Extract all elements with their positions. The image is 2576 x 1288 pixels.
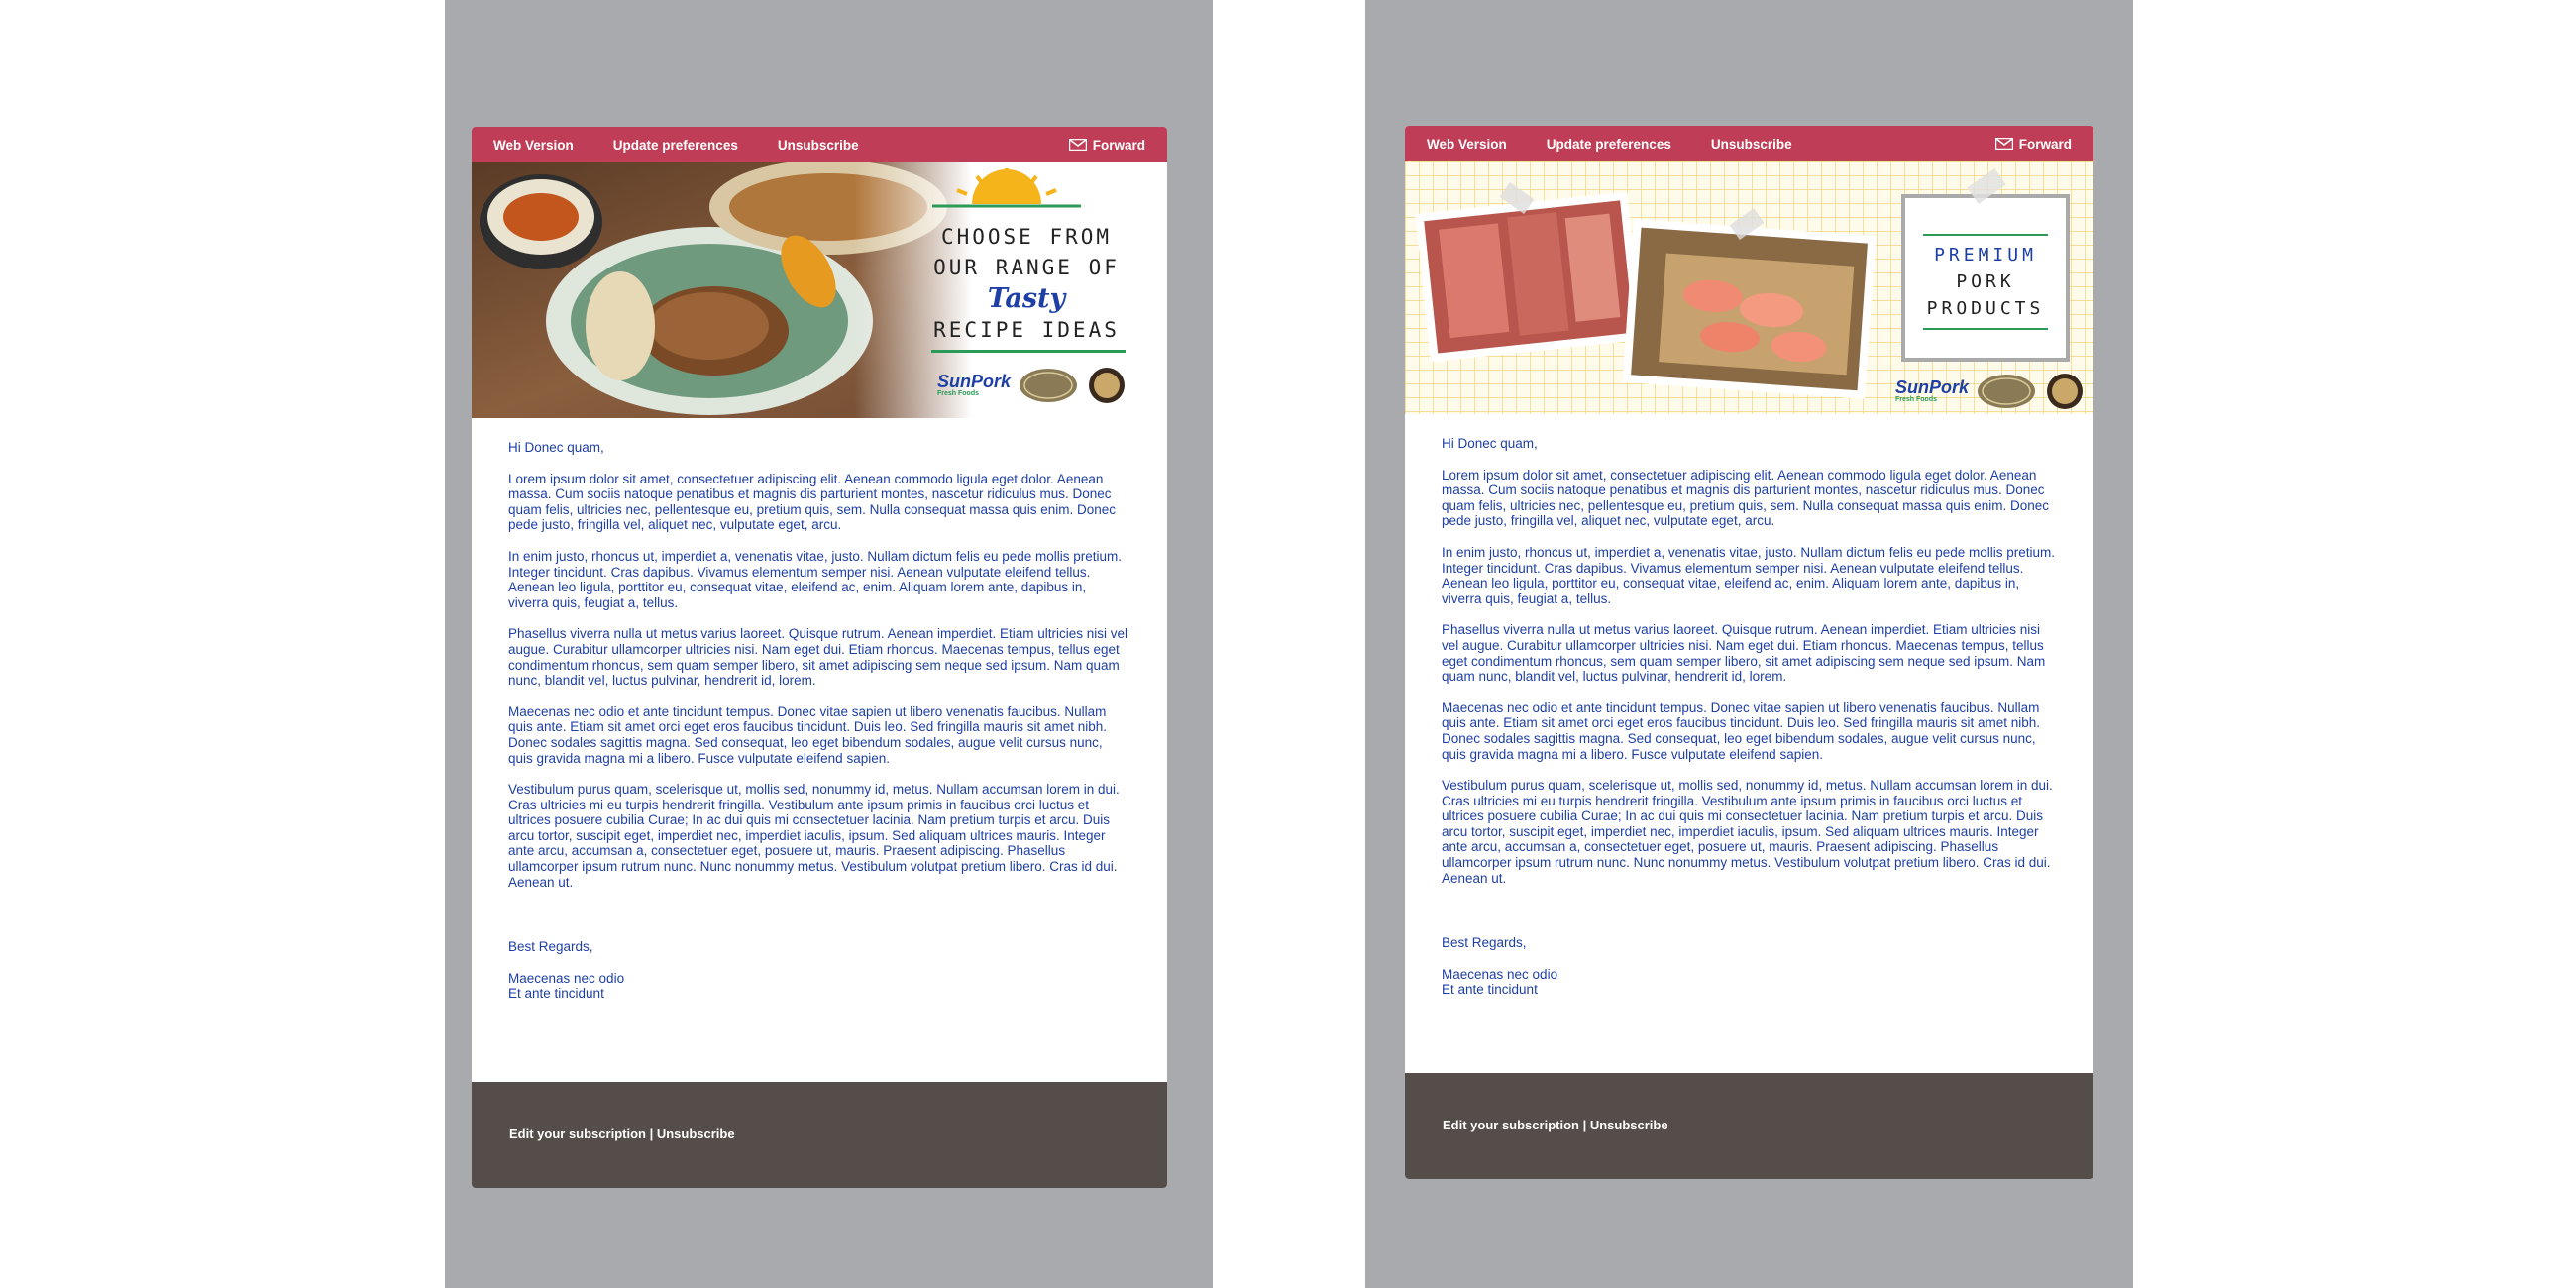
forward-link[interactable] [1069,138,1145,153]
forward-label: Forward [2018,136,2072,152]
email-preview-pork [1365,0,2133,1288]
signature-line-2: Et ante tincidunt [1442,982,1538,998]
update-preferences-link[interactable]: Update preferences [612,137,738,153]
hero-banner-recipes [472,162,1167,418]
edit-subscription-link[interactable]: Edit your subscription [1443,1118,1579,1132]
paragraph: Maecenas nec odio et ante tincidunt tempus. Donec vitae sapien ut libero venenatis faucibus. Nullam quis ante. Etiam sit amet orci eget eros faucibus tincidunt. Duis leo. Sed fringilla mauris sit amet nibh. Donec sodales sagittis magna. Sed consequat, leo eget bibendum sodales, augue velit cursus nunc, quis gravida magna mi a libero. Fusce vulputate eleifend sapien. [508,703,1108,766]
email-footer [1405,1073,2093,1179]
greeting: Hi Donec quam, [508,440,604,455]
email-footer [472,1082,1167,1188]
unsubscribe-link[interactable]: Unsubscribe [777,137,859,153]
hero-banner-pork [1405,161,2093,414]
footer-unsubscribe-link[interactable]: Unsubscribe [1589,1118,1668,1132]
brand-logos [1895,372,2086,411]
paragraph: Lorem ipsum dolor sit amet, consectetuer adipiscing elit. Aenean commodo ligula eget dolor. Aenean massa. Cum sociis natoque penatibus et magnis dis parturient montes, nascetur ridiculus mus. Donec quam felis, ultricies nec, pellentesque eu, pretium quis, sem. Nulla consequat massa quis enim. Donec pede justo, fringilla vel, aliquet nec, vulputate eget, arcu. [508,471,1117,533]
email-topbar [472,127,1167,162]
envelope-icon [1069,139,1087,151]
brand-logos [937,366,1127,405]
web-version-link[interactable]: Web Version [493,137,574,153]
hero-divider [931,350,1126,353]
hero-line-3: PRODUCTS [1926,298,2045,319]
paragraph: Lorem ipsum dolor sit amet, consectetuer adipiscing elit. Aenean commodo ligula eget dolor. Aenean massa. Cum sociis natoque penatibus et magnis dis parturient montes, nascetur ridiculus mus. Donec quam felis, ultricies nec, pellentesque eu, pretium quis, sem. Nulla consequat massa quis enim. Donec pede justo, fringilla vel, aliquet nec, vulputate eget, arcu. [1442,467,2050,529]
sunpork-logo: SunPork Fresh Foods [937,372,1012,397]
hero-line-2: OUR RANGE OF [933,256,1120,279]
email-topbar [1405,126,2093,161]
hero-line-1: PREMIUM [1934,245,2037,266]
greeting: Hi Donec quam, [1442,436,1538,451]
hero-line-1: CHOOSE FROM [940,225,1113,249]
paragraph: Phasellus viverra nulla ut metus varius laoreet. Quisque rutrum. Aenean imperdiet. Etiam ultricies nisi vel augue. Curabitur ullamcorper ultricies nisi. Nam eget dui. Etiam rhoncus. Maecenas tempus, tellus eget condimentum rhoncus, sem quam semper libero, sit amet adipiscing sem neque sed ipsum. Nam quam nunc, blandit vel, luctus pulvinar, hendrerit id, lorem. [508,626,1128,689]
signoff: Best Regards, [1442,935,1527,951]
email-preview-recipes [445,0,1213,1288]
hero-line-4: RECIPE IDEAS [933,318,1120,342]
email-card [1405,126,2093,1179]
hero-script-word: Tasty [987,283,1066,314]
signature-line-2: Et ante tincidunt [508,986,604,1002]
award-seal-icon [1977,374,2036,409]
email-body [472,418,1167,1002]
sun-icon [927,168,1086,208]
hero-headline [927,222,1126,353]
forward-label: Forward [1092,137,1145,153]
hero-line-2: PORK [1956,271,2015,292]
award-seal-icon [1019,368,1078,403]
signature-line-1: Maecenas nec odio [508,970,625,986]
signature-line-1: Maecenas nec odio [1442,966,1558,982]
quality-badge-icon [1086,366,1127,405]
sunpork-logo: SunPork Fresh Foods [1895,377,1970,403]
footer-separator: | [645,1127,657,1141]
update-preferences-link[interactable]: Update preferences [1546,136,1671,152]
footer-separator: | [1578,1118,1590,1132]
email-card [472,127,1167,1188]
footer-unsubscribe-link[interactable]: Unsubscribe [656,1127,735,1141]
envelope-icon [1995,138,2013,150]
email-body [1405,414,2093,998]
quality-badge-icon [2044,372,2086,411]
web-version-link[interactable]: Web Version [1427,136,1507,152]
hero-divider-top [1923,234,2048,236]
signoff: Best Regards, [508,939,593,955]
hero-headline [1905,234,2066,330]
paragraph: In enim justo, rhoncus ut, imperdiet a, venenatis vitae, justo. Nullam dictum felis eu pede mollis pretium. Integer tincidunt. Cras dapibus. Vivamus elementum semper nisi. Aenean vulputate eleifend tellus. Aenean leo ligula, porttitor eu, consequat vitae, eleifend ac, enim. Aliquam lorem ante, dapibus in, viverra quis, feugiat a, tellus. [508,548,1123,610]
paragraph: Vestibulum purus quam, scelerisque ut, mollis sed, nonummy id, metus. Nullam accumsan lorem in dui. Cras ultricies mi eu turpis hendrerit fringilla. Vestibulum ante ipsum primis in faucibus orci luctus et ultrices posuere cubilia Curae; In ac dui quis mi consectetuer lacinia. Nam pretium turpis et arcu. Duis arcu tortor, suscipit eget, imperdiet nec, imperdiet iaculis, ipsum. Sed aliquam ultrices mauris. Integer ante arcu, accumsan a, consectetuer eget, posuere ut, mauris. Praesent adipiscing. Phasellus ullamcorper ipsum rutrum nunc. Nunc nonummy metus. Vestibulum volutpat pretium libero. Cras id dui. Aenean ut. [508,782,1120,890]
unsubscribe-link[interactable]: Unsubscribe [1710,136,1792,152]
edit-subscription-link[interactable]: Edit your subscription [509,1127,646,1141]
paragraph: Vestibulum purus quam, scelerisque ut, mollis sed, nonummy id, metus. Nullam accumsan lorem in dui. Cras ultricies mi eu turpis hendrerit fringilla. Vestibulum ante ipsum primis in faucibus orci luctus et ultrices posuere cubilia Curae; In ac dui quis mi consectetuer lacinia. Nam pretium turpis et arcu. Duis arcu tortor, suscipit eget, imperdiet nec, imperdiet iaculis, ipsum. Sed aliquam ultrices mauris. Integer ante arcu, accumsan a, consectetuer eget, posuere ut, mauris. Praesent adipiscing. Phasellus ullamcorper ipsum rutrum nunc. Nunc nonummy metus. Vestibulum volutpat pretium libero. Cras id dui. Aenean ut. [1442,778,2053,886]
hero-divider-bottom [1923,328,2048,330]
paragraph: Maecenas nec odio et ante tincidunt tempus. Donec vitae sapien ut libero venenatis faucibus. Nullam quis ante. Etiam sit amet orci eget eros faucibus tincidunt. Duis leo. Sed fringilla mauris sit amet nibh. Donec sodales sagittis magna. Sed consequat, leo eget bibendum sodales, augue velit cursus nunc, quis gravida magna mi a libero. Fusce vulputate eleifend sapien. [1442,699,2041,762]
forward-link[interactable] [1995,137,2072,152]
paragraph: Phasellus viverra nulla ut metus varius laoreet. Quisque rutrum. Aenean imperdiet. Etiam ultricies nisi vel augue. Curabitur ullamcorper ultricies nisi. Nam eget dui. Etiam rhoncus. Maecenas tempus, tellus eget condimentum rhoncus, sem quam semper libero, sit amet adipiscing sem neque sed ipsum. Nam quam nunc, blandit vel, luctus pulvinar, hendrerit id, lorem. [1442,622,2046,685]
paragraph: In enim justo, rhoncus ut, imperdiet a, venenatis vitae, justo. Nullam dictum felis eu pede mollis pretium. Integer tincidunt. Cras dapibus. Vivamus elementum semper nisi. Aenean vulputate eleifend tellus. Aenean leo ligula, porttitor eu, consequat vitae, eleifend ac, enim. Aliquam lorem ante, dapibus in, viverra quis, feugiat a, tellus. [1442,544,2056,606]
